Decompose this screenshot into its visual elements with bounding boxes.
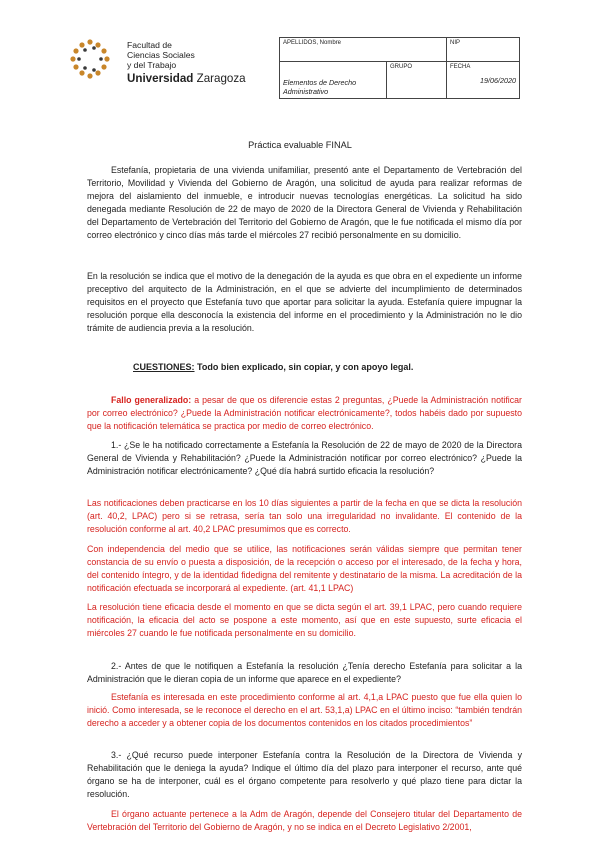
grupo-label: GRUPO	[390, 64, 413, 70]
apellidos-cell[interactable]	[280, 38, 447, 62]
fallo-text: a pesar de que os diferencie estas 2 preguntas, ¿Puede la Administración notificar por correo electrónico? ¿Puede la Administración notificar electrónicamente?, todos habéis dado por supuesto que la notificación telemática se practica por medio de correo electrónico.	[87, 395, 522, 431]
university-name-bold: Universidad	[127, 72, 194, 85]
cuestiones-label: CUESTIONES:	[133, 362, 195, 372]
answer-2: Estefanía es interesada en este procedimiento conforme al art. 4,1,a LPAC puesto que fue ella quien lo inició. Como interesada, se le reconoce el derecho en el art. 53,1,a) LPAC en el último inciso: “también tendrán derecho a acceder y a obtener copia de los documentos contenidos en los citados procedimientos”	[87, 692, 522, 728]
fecha-cell	[447, 62, 520, 99]
subject-name: Elementos de Derecho Administrativo	[283, 78, 357, 96]
subject-cell	[280, 62, 387, 99]
question-2: 2.- Antes de que le notifiquen a Estefanía la resolución ¿Tenía derecho Estefanía para solicitar a la Administración que le dieran copia de un informe que aparece en el expediente?	[87, 661, 522, 684]
university-logo	[68, 38, 258, 85]
intro-paragraph-1: Estefanía, propietaria de una vivienda unifamiliar, presentó ante el Departamento de Vertebración del Territorio, Movilidad y Vivienda del Gobierno de Aragón, una solicitud de ayuda para realizar reformas de mejora del aislamiento del inmueble, e introducir nuevas tecnologías energéticas. La solicitud ha sido denegada mediante Resolución de 22 de mayo de 2020 de la Directora General de Vivienda y Rehabilitación del Departamento de Vertebración del Territorio del Gobierno de Aragón, que le fue notificada el mismo día por correo electrónico y cinco días más tarde el miércoles 27 recibió personalmente en su domicilio.	[87, 165, 522, 240]
faculty-line-1: Facultad de	[127, 40, 172, 50]
fallo-paragraph	[87, 394, 522, 433]
nip-label: NIP	[450, 40, 461, 46]
answer-1-p1: Las notificaciones deben practicarse en los 10 días siguientes a partir de la fecha en que se dicta la resolución (art. 40,2, LPAC) pero si se retrasa, sería tan solo una irregularidad no invalidante. El contenido de la resolución conforme al art. 40,2 LPAC presumimos que es correcto.	[87, 498, 522, 534]
apellidos-label: APELLIDOS, Nombre	[283, 40, 342, 46]
faculty-emblem-icon	[68, 38, 112, 82]
question-3: 3.- ¿Qué recurso puede interponer Estefanía contra la Resolución de la Directora de Vivienda y Rehabilitación que le deniega la ayuda? Indique el último día del plazo para interponer el recurso, ante qué órgano se ha de interponer, cuál es el órgano competente para resolverlo y qué plazo tiene para dictar la resolución.	[87, 750, 522, 799]
document-title: Práctica evaluable FINAL	[248, 140, 352, 150]
fallo-label: Fallo generalizado:	[111, 395, 192, 405]
university-name-rest: Zaragoza	[196, 72, 246, 85]
question-1: 1.- ¿Se le ha notificado correctamente a Estefanía la Resolución de 22 de mayo de 2020 de la Directora General de Vivienda y Rehabilitación? ¿Puede la Administración notificar por correo electrónico? ¿Puede la Administración notificar electrónicamente? ¿Qué día habrá surtido eficacia la resolución?	[87, 440, 522, 476]
cuestiones-instructions: Todo bien explicado, sin copiar, y con apoyo legal.	[194, 362, 414, 372]
university-name	[127, 72, 246, 85]
student-info-table	[279, 37, 520, 99]
cuestiones-heading	[133, 362, 413, 372]
answer-1-p3: La resolución tiene eficacia desde el momento en que se dicta según el art. 39,1 LPAC, pero cuando requiere notificación, la eficacia del acto se pospone a este momento, así que en este supuesto, surte eficacia el miércoles 27 cuando le fue notificada personalmente en su domicilio.	[87, 602, 522, 638]
faculty-line-3: y del Trabajo	[127, 60, 177, 70]
nip-cell[interactable]	[447, 38, 520, 62]
fecha-value: 19/06/2020	[480, 76, 516, 85]
grupo-cell[interactable]	[387, 62, 447, 99]
answer-3: El órgano actuante pertenece a la Adm de Aragón, depende del Consejero titular del Departamento de Vertebración del Territorio del Gobierno de Aragón, y no se indica en el Decreto Legislativo 2/2001,	[87, 809, 522, 832]
fecha-label: FECHA	[450, 64, 471, 70]
faculty-line-2: Ciencias Sociales	[127, 50, 195, 60]
answer-1-p2: Con independencia del medio que se utilice, las notificaciones serán válidas siempre que permitan tener constancia de su envío o puesta a disposición, de la recepción o acceso por el interesado, de la fecha y hora, del contenido íntegro, y de la identidad fidedigna del remitente y destinatario de la misma. La acreditación de la notificación efectuada se incorporará al expediente. (art. 41,1 LPAC)	[87, 544, 522, 593]
intro-paragraph-2: En la resolución se indica que el motivo de la denegación de la ayuda es que obra en el expediente un informe preceptivo del arquitecto de la Administración, en el que se advierte del incumplimiento de determinados requisitos en el proyecto que Estefanía tuvo que aportar para solicitar la ayuda. Estefanía quiere impugnar la resolución porque ella desconocía la existencia del informe en el procedimiento y la Administración no le dio trámite de audiencia previa a la resolución.	[87, 271, 522, 333]
